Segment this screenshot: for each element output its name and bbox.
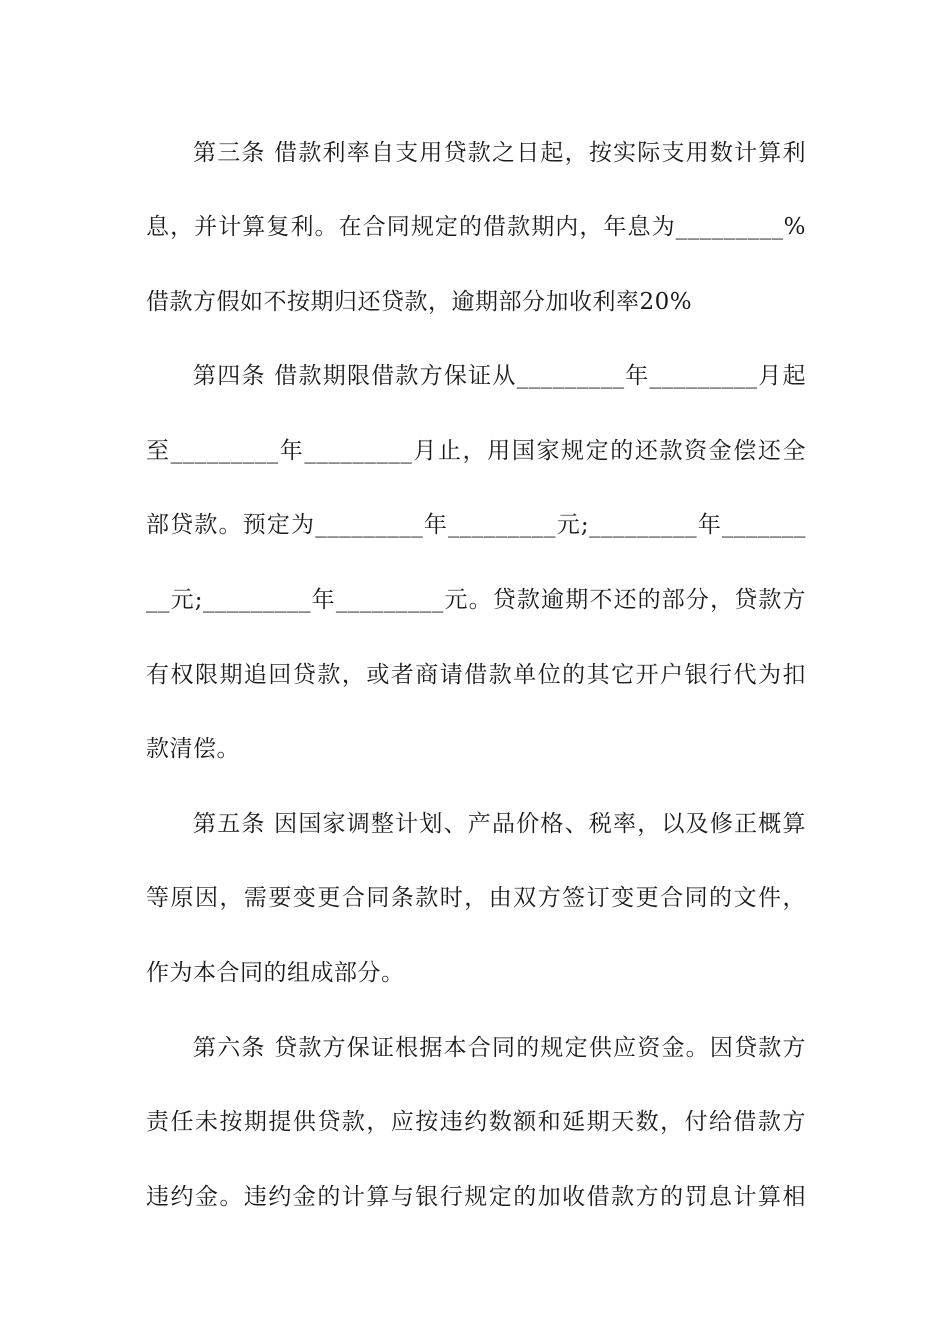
article-5-line-3: 作为本合同的组成部分。: [146, 960, 405, 986]
article-4-line-4: __元;_________年_________元。贷款逾期不还的部分，贷款方: [146, 587, 806, 613]
article-4-line-5: 有权限期追回贷款，或者商请借款单位的其它开户银行代为扣: [146, 662, 806, 688]
article-6-line-2: 责任未按期提供贷款，应按违约数额和延期天数，付给借款方: [146, 1109, 806, 1135]
article-3-line-3: 借款方假如不按期归还贷款，逾期部分加收利率20%: [146, 289, 693, 315]
article-6-line-3: 违约金。违约金的计算与银行规定的加收借款方的罚息计算相: [146, 1184, 806, 1210]
article-4-line-2: 至_________年_________月止，用国家规定的还款资金偿还全: [146, 438, 806, 464]
article-3-line-1: 第三条 借款利率自支用贷款之日起，按实际支用数计算利: [193, 140, 806, 166]
article-5-line-2: 等原因，需要变更合同条款时，由双方签订变更合同的文件，: [146, 885, 806, 911]
article-6-line-1: 第六条 贷款方保证根据本合同的规定供应资金。因贷款方: [193, 1035, 806, 1061]
article-4-line-6: 款清偿。: [146, 736, 240, 762]
article-5-line-1: 第五条 因国家调整计划、产品价格、税率，以及修正概算: [193, 811, 806, 837]
article-3-line-2: 息，并计算复利。在合同规定的借款期内，年息为_________%: [146, 214, 806, 240]
article-4-line-1: 第四条 借款期限借款方保证从_________年_________月起: [193, 363, 806, 389]
article-4-line-3: 部贷款。预定为_________年_________元;_________年_______: [146, 512, 806, 538]
